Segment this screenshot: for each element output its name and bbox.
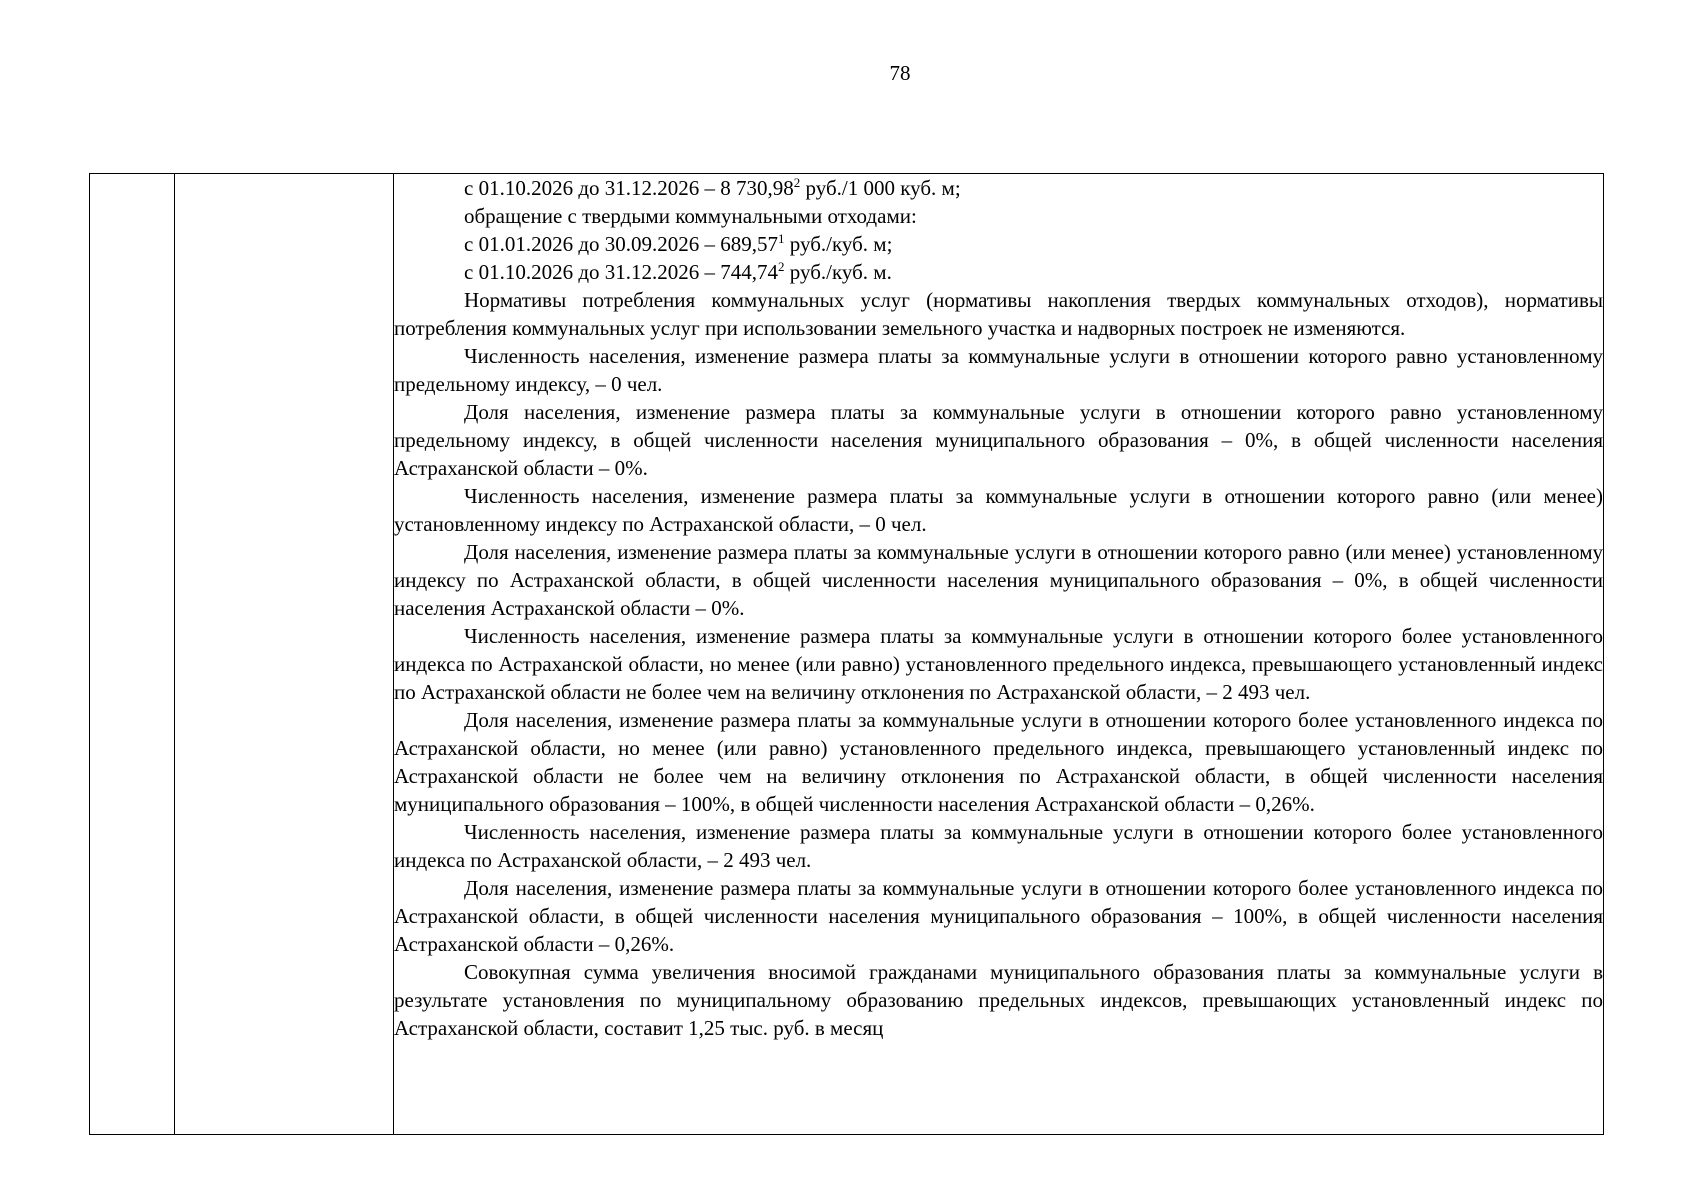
paragraph-population-above: Численность населения, изменение размера платы за коммунальные услуги в отношении которого более установленного индекса по Астраханской области, – 2 493 чел. [394,820,1603,872]
table-cell-number [90,174,175,1135]
paragraph-share-limit: Доля населения, изменение размера платы за коммунальные услуги в отношении которого равно установленному предельному индексу, в общей численности населения муниципального образования – 0%, в общей численности населения Астраханской области – 0%. [394,400,1603,480]
paragraph-normatives: Нормативы потребления коммунальных услуг (нормативы накопления твердых коммунальных отходов), нормативы потребления коммунальных услуг при использовании земельного участка и надворных построек не изменяются. [394,288,1603,340]
paragraph-total-sum: Совокупная сумма увеличения вносимой гражданами муниципального образования платы за коммунальные услуги в результате установления по муниципальному образованию предельных индексов, превышающих установленный индекс по Астраханской области, составит 1,25 тыс. руб. в месяц [394,960,1603,1040]
document-table [89,173,1604,1135]
paragraph-population-limit: Численность населения, изменение размера платы за коммунальные услуги в отношении которого равно установленному предельному индексу, – 0 чел. [394,344,1603,396]
footnote-mark: 2 [793,175,801,190]
tariff-line: с 01.10.2026 до 31.12.2026 – 744,74$^2$ руб./куб. м. [464,259,892,284]
table-cell-name [175,174,394,1135]
content-text [394,174,1603,1042]
paragraph-share-above: Доля населения, изменение размера платы за коммунальные услуги в отношении которого более установленного индекса по Астраханской области, в общей численности населения муниципального образования – 100%, в общей численности населения Астраханской области – 0,26%. [394,876,1603,956]
tariff-line: обращение с твердыми коммунальными отходами: [464,204,917,228]
paragraph-share-deviation: Доля населения, изменение размера платы за коммунальные услуги в отношении которого более установленного индекса по Астраханской области, но менее (или равно) установленного предельного индекса, превышающего установленный индекс по Астраханской области не более чем на величину отклонения по Астраханской области, в общей численности населения муниципального образования – 100%, в общей численности населения Астраханской области – 0,26%. [394,708,1603,816]
footnote-mark: 1 [778,231,785,246]
table-row [90,174,1604,1135]
paragraph-population-regional: Численность населения, изменение размера платы за коммунальные услуги в отношении которого равно (или менее) установленному индексу по Астраханской области, – 0 чел. [394,484,1603,536]
tariff-line: с 01.10.2026 до 31.12.2026 – 8 730,98$^2$ руб./1 000 куб. м; [464,175,961,200]
table-cell-content [394,174,1604,1135]
page-number: 78 [889,61,911,85]
tariff-line: с 01.01.2026 до 30.09.2026 – 689,57$^1$ руб./куб. м; [464,231,893,256]
paragraph-population-deviation: Численность населения, изменение размера платы за коммунальные услуги в отношении которого более установленного индекса по Астраханской области, но менее (или равно) установленного предельного индекса, превышающего установленный индекс по Астраханской области не более чем на величину отклонения по Астраханской области, – 2 493 чел. [394,624,1603,704]
paragraph-share-regional: Доля населения, изменение размера платы за коммунальные услуги в отношении которого равно (или менее) установленному индексу по Астраханской области, в общей численности населения муниципального образования – 0%, в общей численности населения Астраханской области – 0%. [394,540,1603,620]
footnote-mark: 2 [778,259,785,274]
